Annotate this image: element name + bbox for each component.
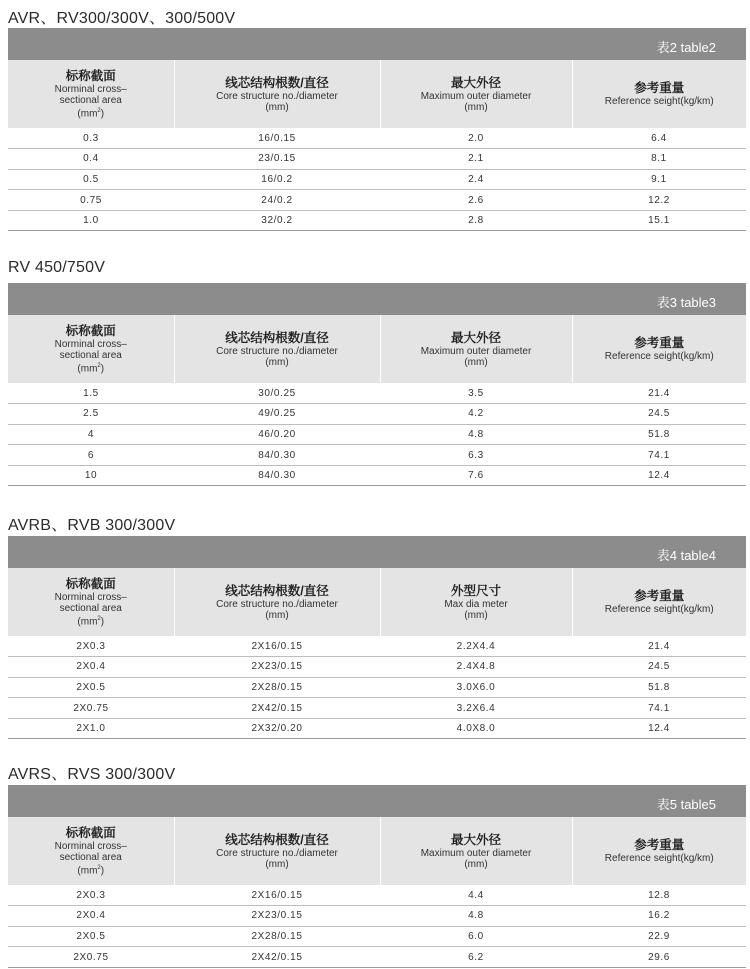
column-header xyxy=(8,817,174,885)
table-cell: 2X0.3 xyxy=(8,636,174,657)
column-header xyxy=(8,568,174,636)
header-english: Core structure no./diameter xyxy=(216,90,338,102)
unit-exponent: 2 xyxy=(97,362,101,369)
table-cell: 29.6 xyxy=(572,947,746,968)
header-english: (mm) xyxy=(464,101,488,113)
column-header xyxy=(572,817,746,885)
header-chinese: 线芯结构根数/直径 xyxy=(225,330,329,345)
header-english: Max dia meter xyxy=(444,598,508,610)
header-row xyxy=(8,60,746,128)
header-chinese: 参考重量 xyxy=(634,838,685,852)
header-chinese: 线芯结构根数/直径 xyxy=(225,583,329,598)
column-header xyxy=(380,60,572,128)
table-cell: 6.0 xyxy=(380,926,572,947)
table-cell: 12.4 xyxy=(572,465,746,486)
table-cell: 2.4X4.8 xyxy=(380,657,572,678)
table-cell: 0.75 xyxy=(8,190,174,211)
header-english: Reference seight(kg/km) xyxy=(604,96,714,107)
spec-table xyxy=(8,817,746,968)
table-cell: 74.1 xyxy=(572,698,746,719)
column-header xyxy=(572,60,746,128)
table-cell: 2X0.3 xyxy=(8,885,174,906)
table-row xyxy=(8,636,746,657)
header-english: (mm) xyxy=(265,101,289,113)
header-english: sectional area xyxy=(59,851,122,863)
table-cell: 2X23/0.15 xyxy=(174,657,380,678)
table-cell: 2.5 xyxy=(8,404,174,425)
table-row xyxy=(8,926,746,947)
table-cell: 2.0 xyxy=(380,128,572,149)
table-cell: 12.2 xyxy=(572,190,746,211)
table-cell: 1.0 xyxy=(8,210,174,231)
header-chinese: 参考重量 xyxy=(634,336,685,350)
table-cell: 4 xyxy=(8,424,174,445)
table-cell: 2.6 xyxy=(380,190,572,211)
header-unit xyxy=(10,614,172,627)
unit-close: ) xyxy=(100,865,105,877)
unit-close: ) xyxy=(100,363,105,375)
unit-text: (mm xyxy=(77,865,98,877)
column-header xyxy=(8,315,174,383)
column-header xyxy=(174,817,380,885)
table-cell: 32/0.2 xyxy=(174,210,380,231)
header-chinese: 最大外径 xyxy=(450,330,501,345)
header-english: (mm) xyxy=(464,356,488,368)
table-row xyxy=(8,718,746,739)
table-cell: 24/0.2 xyxy=(174,190,380,211)
column-header xyxy=(572,315,746,383)
header-english: (mm) xyxy=(265,356,289,368)
header-chinese: 线芯结构根数/直径 xyxy=(225,832,329,847)
table-cell: 6.4 xyxy=(572,128,746,149)
table-row xyxy=(8,404,746,425)
header-unit xyxy=(10,863,172,876)
table-cell: 4.4 xyxy=(380,885,572,906)
column-header xyxy=(380,817,572,885)
table-cell: 0.4 xyxy=(8,149,174,170)
table-cell: 2X23/0.15 xyxy=(174,906,380,927)
header-chinese: 最大外径 xyxy=(450,75,501,90)
unit-exponent: 2 xyxy=(97,864,101,871)
table-cell: 4.8 xyxy=(380,424,572,445)
table-cell: 2.1 xyxy=(380,149,572,170)
unit-exponent: 2 xyxy=(97,107,101,114)
table-row xyxy=(8,698,746,719)
table-cell: 2X28/0.15 xyxy=(174,926,380,947)
table-row xyxy=(8,383,746,404)
header-chinese: 参考重量 xyxy=(634,81,685,95)
table-cell: 2X0.4 xyxy=(8,657,174,678)
table-cell: 74.1 xyxy=(572,445,746,466)
table-cell: 2X1.0 xyxy=(8,718,174,739)
table-cell: 2X32/0.20 xyxy=(174,718,380,739)
table-cell: 9.1 xyxy=(572,169,746,190)
column-header xyxy=(572,568,746,636)
header-chinese: 最大外径 xyxy=(450,832,501,847)
table-row xyxy=(8,190,746,211)
section-title: RV 450/750V xyxy=(8,259,106,276)
table-cell: 2X0.5 xyxy=(8,926,174,947)
table-row xyxy=(8,445,746,466)
table-row xyxy=(8,128,746,149)
table-cell: 8.1 xyxy=(572,149,746,170)
unit-close: ) xyxy=(100,108,105,120)
table-cell: 24.5 xyxy=(572,657,746,678)
header-english: (mm) xyxy=(464,609,488,621)
table-cell: 2X0.4 xyxy=(8,906,174,927)
header-english: Maximum outer diameter xyxy=(420,345,532,357)
table-cell: 0.3 xyxy=(8,128,174,149)
table-cell: 23/0.15 xyxy=(174,149,380,170)
table-cell: 21.4 xyxy=(572,383,746,404)
table-row xyxy=(8,885,746,906)
table-row xyxy=(8,947,746,968)
table-row xyxy=(8,169,746,190)
header-english: Reference seight(kg/km) xyxy=(604,853,714,864)
table-row xyxy=(8,906,746,927)
header-english: (mm) xyxy=(464,858,488,870)
table-caption-bar xyxy=(8,28,746,60)
section-title: AVR、RV300/300V、300/500V xyxy=(8,10,236,27)
spec-table xyxy=(8,568,746,739)
header-row xyxy=(8,817,746,885)
table-cell: 30/0.25 xyxy=(174,383,380,404)
table-cell: 0.5 xyxy=(8,169,174,190)
table-cell: 2X0.75 xyxy=(8,947,174,968)
header-english: (mm) xyxy=(265,858,289,870)
table-caption-bar xyxy=(8,536,746,568)
table-cell: 46/0.20 xyxy=(174,424,380,445)
table-cell: 24.5 xyxy=(572,404,746,425)
table-cell: 3.2X6.4 xyxy=(380,698,572,719)
section-title: AVRS、RVS 300/300V xyxy=(8,766,176,783)
table-row xyxy=(8,677,746,698)
table-cell: 1.5 xyxy=(8,383,174,404)
table-row xyxy=(8,424,746,445)
header-english: Reference seight(kg/km) xyxy=(604,604,714,615)
table-cell: 2X0.5 xyxy=(8,677,174,698)
table-number-label: 表2 table2 xyxy=(656,40,716,55)
header-chinese: 标称截面 xyxy=(65,323,116,338)
header-english: Norminal cross– xyxy=(54,83,127,95)
table-cell: 16.2 xyxy=(572,906,746,927)
table-cell: 4.0X8.0 xyxy=(380,718,572,739)
header-chinese: 标称截面 xyxy=(65,825,116,840)
header-english: sectional area xyxy=(59,349,122,361)
unit-text: (mm xyxy=(77,108,98,120)
table-cell: 3.5 xyxy=(380,383,572,404)
table-cell: 6 xyxy=(8,445,174,466)
table-cell: 12.4 xyxy=(572,718,746,739)
column-header xyxy=(174,60,380,128)
section-title: AVRB、RVB 300/300V xyxy=(8,517,176,534)
table-cell: 2.4 xyxy=(380,169,572,190)
unit-close: ) xyxy=(100,616,105,628)
table-row xyxy=(8,465,746,486)
table-cell: 12.8 xyxy=(572,885,746,906)
header-chinese: 外型尺寸 xyxy=(450,583,501,598)
table-cell: 2X42/0.15 xyxy=(174,698,380,719)
unit-text: (mm xyxy=(77,363,98,375)
table-cell: 7.6 xyxy=(380,465,572,486)
table-cell: 6.2 xyxy=(380,947,572,968)
table-cell: 2X16/0.15 xyxy=(174,885,380,906)
header-english: Maximum outer diameter xyxy=(420,847,532,859)
table-cell: 6.3 xyxy=(380,445,572,466)
table-cell: 2X28/0.15 xyxy=(174,677,380,698)
header-chinese: 标称截面 xyxy=(65,576,116,591)
table-cell: 4.8 xyxy=(380,906,572,927)
table-row xyxy=(8,149,746,170)
table-row xyxy=(8,657,746,678)
unit-text: (mm xyxy=(77,616,98,628)
header-english: sectional area xyxy=(59,602,122,614)
header-english: Reference seight(kg/km) xyxy=(604,351,714,362)
column-header xyxy=(174,568,380,636)
table-cell: 84/0.30 xyxy=(174,465,380,486)
column-header xyxy=(380,315,572,383)
spec-table xyxy=(8,60,746,231)
header-english: Core structure no./diameter xyxy=(216,345,338,357)
header-english: sectional area xyxy=(59,94,122,106)
table-cell: 21.4 xyxy=(572,636,746,657)
unit-exponent: 2 xyxy=(97,615,101,622)
column-header xyxy=(174,315,380,383)
table-caption-bar xyxy=(8,785,746,817)
table-cell: 2.2X4.4 xyxy=(380,636,572,657)
table-cell: 22.9 xyxy=(572,926,746,947)
header-english: (mm) xyxy=(265,609,289,621)
header-english: Core structure no./diameter xyxy=(216,847,338,859)
spec-table xyxy=(8,315,746,486)
table-cell: 51.8 xyxy=(572,424,746,445)
table-cell: 49/0.25 xyxy=(174,404,380,425)
table-cell: 2X42/0.15 xyxy=(174,947,380,968)
header-chinese: 线芯结构根数/直径 xyxy=(225,75,329,90)
table-cell: 16/0.15 xyxy=(174,128,380,149)
table-cell: 16/0.2 xyxy=(174,169,380,190)
header-unit xyxy=(10,106,172,119)
table-number-label: 表5 table5 xyxy=(656,797,716,812)
header-chinese: 参考重量 xyxy=(634,589,685,603)
table-cell: 4.2 xyxy=(380,404,572,425)
table-number-label: 表3 table3 xyxy=(656,295,716,310)
header-row xyxy=(8,315,746,383)
table-cell: 2X0.75 xyxy=(8,698,174,719)
header-row xyxy=(8,568,746,636)
table-row xyxy=(8,210,746,231)
table-cell: 3.0X6.0 xyxy=(380,677,572,698)
header-english: Norminal cross– xyxy=(54,591,127,603)
header-english: Norminal cross– xyxy=(54,840,127,852)
header-chinese: 标称截面 xyxy=(65,68,116,83)
column-header xyxy=(380,568,572,636)
table-cell: 84/0.30 xyxy=(174,445,380,466)
header-english: Core structure no./diameter xyxy=(216,598,338,610)
table-cell: 51.8 xyxy=(572,677,746,698)
header-unit xyxy=(10,361,172,374)
column-header xyxy=(8,60,174,128)
table-cell: 10 xyxy=(8,465,174,486)
header-english: Maximum outer diameter xyxy=(420,90,532,102)
table-cell: 2X16/0.15 xyxy=(174,636,380,657)
table-cell: 15.1 xyxy=(572,210,746,231)
table-caption-bar xyxy=(8,283,746,315)
table-cell: 2.8 xyxy=(380,210,572,231)
header-english: Norminal cross– xyxy=(54,338,127,350)
table-number-label: 表4 table4 xyxy=(656,548,716,563)
